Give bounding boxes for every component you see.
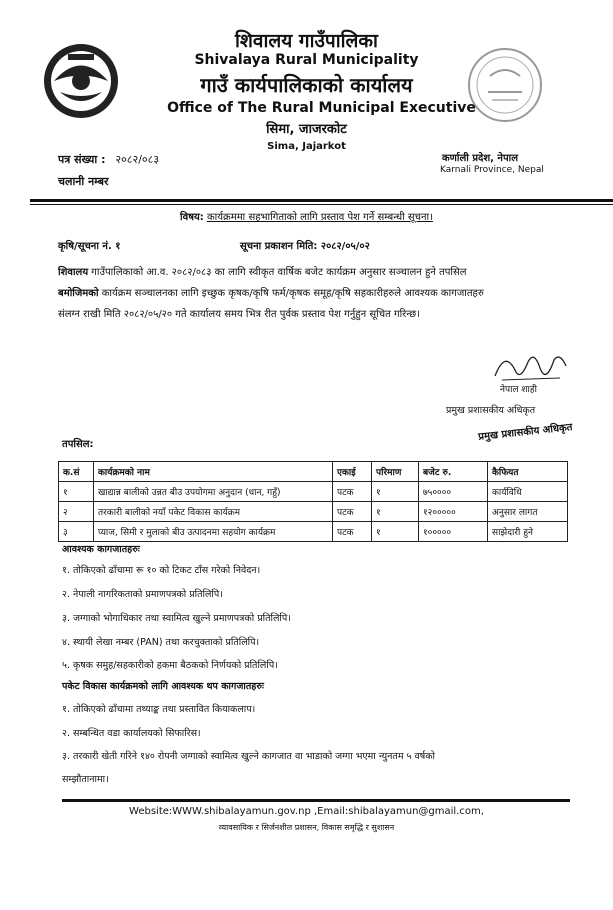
place-nepali: सिमा, जाजरकोट (266, 122, 347, 137)
cell-sn: १ (59, 482, 94, 502)
cell-unit: पटक (333, 502, 372, 522)
signatory-stamp-title: प्रमुख प्रशासकीय अधिकृत (477, 422, 573, 443)
body-line-2-bold: बमोजिमको (58, 288, 99, 299)
signatory-name: नेपाल शाही (500, 385, 537, 395)
reference-value: २०८२/०८३ (115, 153, 160, 166)
pocket-doc-item: सम्झौतानामा। (62, 774, 109, 785)
reference-label: पत्र संख्या : (58, 153, 106, 166)
col-quantity: परिमाण (372, 462, 419, 482)
cell-program: प्याज, सिमी र मुलाको बीउ उत्पादनमा सहयोग कार्यक्रम (94, 522, 333, 542)
program-table (58, 461, 568, 542)
col-budget: बजेट रु. (419, 462, 488, 482)
body-lead-bold: शिवालय (58, 267, 89, 278)
province-nepali: कर्णाली प्रदेश, नेपाल (442, 153, 519, 164)
col-remarks: कैफियत (488, 462, 568, 482)
cell-program: तरकारी बालीको नयाँ पकेट विकास कार्यक्रम (94, 502, 333, 522)
col-program: कार्यक्रमको नाम (94, 462, 333, 482)
header-divider (30, 199, 613, 202)
pocket-docs-heading: पकेट विकास कार्यक्रमको लागि आवश्यक थप कागजातहरुः (62, 681, 264, 692)
cell-unit: पटक (333, 482, 372, 502)
reference-number (58, 152, 159, 167)
place-english: Sima, Jajarkot (267, 141, 346, 152)
cell-budget: ७५०००० (419, 482, 488, 502)
required-doc-item: ३. जग्गाको भोगाधिकार तथा स्वामित्व खुल्ने प्रमाणपत्रको प्रतिलिपि। (62, 613, 291, 624)
required-docs-heading: आवश्यक कागजातहरुः (62, 544, 140, 555)
pocket-doc-item: १. तोकिएको ढाँचामा तथ्याङ्क तथा प्रस्तावित कियाकलाप। (62, 704, 256, 715)
cell-budget: १००००० (419, 522, 488, 542)
footer-contact: Website:WWW.shibalayamun.gov.np ,Email:shibalayamun@gmail.com, (129, 806, 484, 817)
body-line-2-text: कार्यक्रम सञ्चालनका लागि इच्छुक कृषक/कृषि फर्म/कृषक समूह/कृषि सहकारीहरुले आवश्यक कागजातहरु (98, 288, 484, 299)
subject-line (0, 209, 613, 223)
footer-divider (62, 799, 570, 802)
notice-date: सूचना प्रकाशन मिति: २०८२/०५/०२ (240, 241, 370, 252)
table-label: तपसिल: (62, 439, 94, 450)
executive-office-nepali: गाउँ कार्यपालिकाको कार्यालय (200, 73, 413, 97)
cell-budget: १२००००० (419, 502, 488, 522)
table-row (59, 502, 568, 522)
body-line-1-text: गाउँपालिकाको आ.व. २०८२/०८३ का लागि स्वीकृत वार्षिक बजेट कार्यक्रम अनुसार सञ्चालन हुने तपसिल (88, 267, 467, 278)
body-line-3: संलग्न राखी मिति २०८२/०५/२० गते कार्यालय समय भित्र रीत पुर्वक प्रस्ताव पेश गर्नुहुन सूचित गरिन्छ। (58, 309, 420, 320)
cell-remarks: साझेदारी हुने (488, 522, 568, 542)
notice-number: कृषि/सूचना नं. १ (58, 241, 121, 252)
dispatch-number-label: चलानी नम्बर (58, 175, 109, 188)
cell-remarks: कार्यविधि (488, 482, 568, 502)
pocket-doc-item: ३. तरकारी खेती गरिने १४० रोपनी जग्गाको स्वामित्व खुल्ने कागजात वा भाडाको जग्गा भएमा न्युनतम ५ वर्षको (62, 751, 436, 762)
cell-remarks: अनुसार लागत (488, 502, 568, 522)
cell-sn: ३ (59, 522, 94, 542)
table-row (59, 522, 568, 542)
body-line-1 (58, 262, 598, 283)
pocket-doc-item: २. सम्बन्धित वडा कार्यालयको सिफारिस। (62, 728, 201, 739)
required-doc-item: २. नेपाली नागरिकताको प्रमाणपत्रको प्रतिलिपि। (62, 589, 223, 600)
subject-label: विषय: (180, 212, 204, 223)
office-name-nepali: शिवालय गाउँपालिका (235, 30, 378, 52)
required-doc-item: १. तोकिएको ढाँचामा रू १० को टिकट टाँस गरेको निवेदन। (62, 565, 261, 576)
table-row (59, 482, 568, 502)
subject-text: कार्यक्रममा सहभागिताको लागि प्रस्ताव पेश गर्ने सम्बन्धी सूचना। (206, 212, 433, 223)
notice-body (58, 262, 598, 325)
signatory-title: प्रमुख प्रशासकीय अधिकृत (446, 405, 536, 416)
office-name-english: Shivalaya Rural Municipality (194, 52, 419, 68)
cell-quantity: १ (372, 502, 419, 522)
required-doc-item: ५. कृषक समुह/सहकारीको हकमा बैठकको निर्णयको प्रतिलिपि। (62, 660, 278, 671)
cell-quantity: १ (372, 482, 419, 502)
footer-slogan: व्यावसायिक र सिर्जनशील प्रशासन, विकास समृद्धि र सुशासन (218, 823, 395, 832)
cell-unit: पटक (333, 522, 372, 542)
cell-program: खाद्यान्न बालीको उन्नत बीउ उपयोगमा अनुदान (धान, गहुँ) (94, 482, 333, 502)
col-unit: एकाई (333, 462, 372, 482)
col-sn: क.सं (59, 462, 94, 482)
body-line-2 (58, 283, 598, 304)
table-header-row (59, 462, 568, 482)
header-divider-thin (30, 204, 613, 205)
required-doc-item: ४. स्थायी लेखा नम्बर (PAN) तथा करचुक्ताको प्रतिलिपि। (62, 637, 260, 648)
cell-quantity: १ (372, 522, 419, 542)
cell-sn: २ (59, 502, 94, 522)
province-english: Karnali Province, Nepal (440, 165, 544, 175)
executive-office-english: Office of The Rural Municipal Executive (167, 100, 476, 116)
